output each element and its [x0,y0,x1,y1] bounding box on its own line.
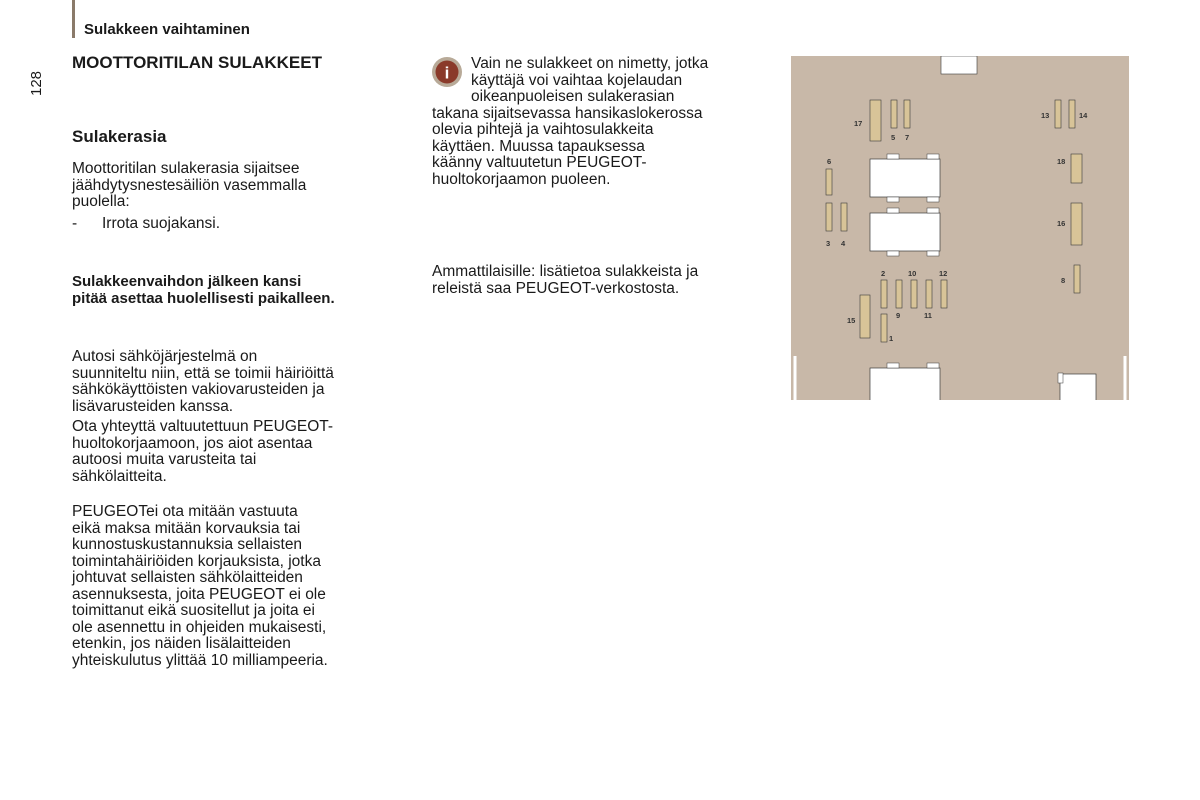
fuse-label: 5 [891,133,896,142]
text-line: huoltokorjaamon puoleen. [432,170,611,188]
fuse-label: 3 [826,239,831,248]
fuse-label: 15 [847,316,856,325]
text-line: pitää asettaa huolellisesti paikalleen. [72,289,335,307]
fuse-10 [911,280,917,308]
text-line: Ammattilaisille: lisätietoa sulakkeista ja [432,263,699,280]
text-line: autoosi muita varusteita tai [72,451,257,468]
relay-middle [870,208,940,256]
text-line: käyttäjä voi vaihtaa kojelaudan [471,71,683,89]
fuse-label: 17 [854,119,863,128]
text-line: releistä saa PEUGEOT-verkostosta. [432,279,680,297]
step-dash: - [72,214,78,232]
section-marker-bar [72,0,75,38]
page-number: 128 [28,70,45,96]
fuse-4 [841,203,847,231]
text-line: johtuvat sellaisten sähkölaitteiden [72,569,303,586]
page-title: MOOTTORITILAN SULAKKEET [72,53,322,72]
fuse-3 [826,203,832,231]
subsection-title: Sulakerasia [72,127,167,146]
text-line: Autosi sähköjärjestelmä on [72,348,258,365]
fuse-15 [860,295,870,338]
fuse-label: 6 [827,157,832,166]
relay-small-right [1058,373,1096,400]
fuse-label: 9 [896,311,901,320]
text-line: sähkölaitteita. [72,467,167,485]
text-line: etenkin, jos näiden lisälaitteiden [72,635,291,652]
text-line: Moottoritilan sulakerasia sijaitsee [72,160,300,177]
fuse-5 [891,100,897,128]
fuse-11 [926,280,932,308]
fuse-label: 13 [1041,111,1050,120]
left-column [72,55,412,72]
liability-paragraph [72,504,412,669]
fuse-label: 4 [841,239,846,248]
fuse-label: 18 [1057,157,1066,166]
text-line: toimintahäiriöiden korjauksista, jotka [72,552,321,570]
fuse-16 [1071,203,1082,245]
text-line: oikeanpuoleisen sulakerasian [471,88,675,105]
text-line: Sulakkeenvaihdon jälkeen kansi [72,273,302,290]
fuse-box-diagram [791,56,1129,400]
fuse-label: 1 [889,334,894,343]
text-line: suunniteltu niin, että se toimii häiriöittä [72,364,334,382]
text-line: käänny valtuutetun PEUGEOT- [432,154,647,171]
fuse-2 [881,280,887,308]
location-text [72,161,412,232]
fuse-8 [1074,265,1080,293]
fuse-label: 14 [1079,111,1088,120]
fuse-9 [896,280,902,308]
text-line: Vain ne sulakkeet on nimetty, jotka [471,55,709,72]
info-note [432,56,782,188]
relay-lower [870,363,940,400]
fuse-label: 2 [881,269,886,278]
fuse-label: 12 [939,269,948,278]
fuse-label: 10 [908,269,917,278]
text-line: jäähdytysnestesäiliön vasemmalla [72,176,307,194]
step-item [72,216,412,233]
text-line: yhteiskulutus ylittää 10 milliampeeria. [72,651,328,669]
text-line: Ota yhteyttä valtuutettuun PEUGEOT- [72,418,334,435]
fuse-17 [870,100,881,141]
text-line: sähkökäyttöisten vakiovarusteiden ja [72,381,325,398]
text-line: lisävarusteiden kanssa. [72,397,234,415]
subsection [72,129,412,146]
fuse-label: 11 [924,311,932,320]
svg-text:i: i [444,63,450,83]
text-line: ole asennettu in ohjeiden mukaisesti, [72,618,327,636]
fuse-label: 8 [1061,276,1066,285]
fuse-13 [1055,100,1061,128]
fuse-18 [1071,154,1082,183]
text-line: käyttäen. Muussa tapauksessa [432,137,645,155]
text-line: huoltokorjaamoon, jos aiot asentaa [72,434,313,452]
electrical-paragraph [72,349,412,485]
fuse-label: 7 [905,133,910,142]
text-line: puolella: [72,193,130,210]
text-line: takana sijaitsevassa hansikaslokerossa [432,104,703,122]
fuse-6 [826,169,832,195]
fuse-label: 16 [1057,219,1066,228]
fuse-14 [1069,100,1075,128]
text-line: kunnostuskustannuksia sellaisten [72,536,303,553]
text-line: PEUGEOTei ota mitään vastuuta [72,503,298,520]
text-line: toimittanut eikä suositellut ja joita ei [72,602,315,619]
step-text: Irrota suojakansi. [102,214,221,232]
fuse-box-top-tab [941,56,977,74]
fuse-12 [941,280,947,308]
relay-upper [870,154,940,202]
text-line: olevia pihtejä ja vaihtosulakkeita [432,121,654,138]
professional-note [432,264,782,297]
text-line: asennuksesta, joita PEUGEOT ei ole [72,585,326,603]
warning-text [72,274,417,307]
section-header: Sulakkeen vaihtaminen [84,21,250,38]
text-line: eikä maksa mitään korvauksia tai [72,519,301,537]
fuse-1 [881,314,887,342]
fuse-7 [904,100,910,128]
